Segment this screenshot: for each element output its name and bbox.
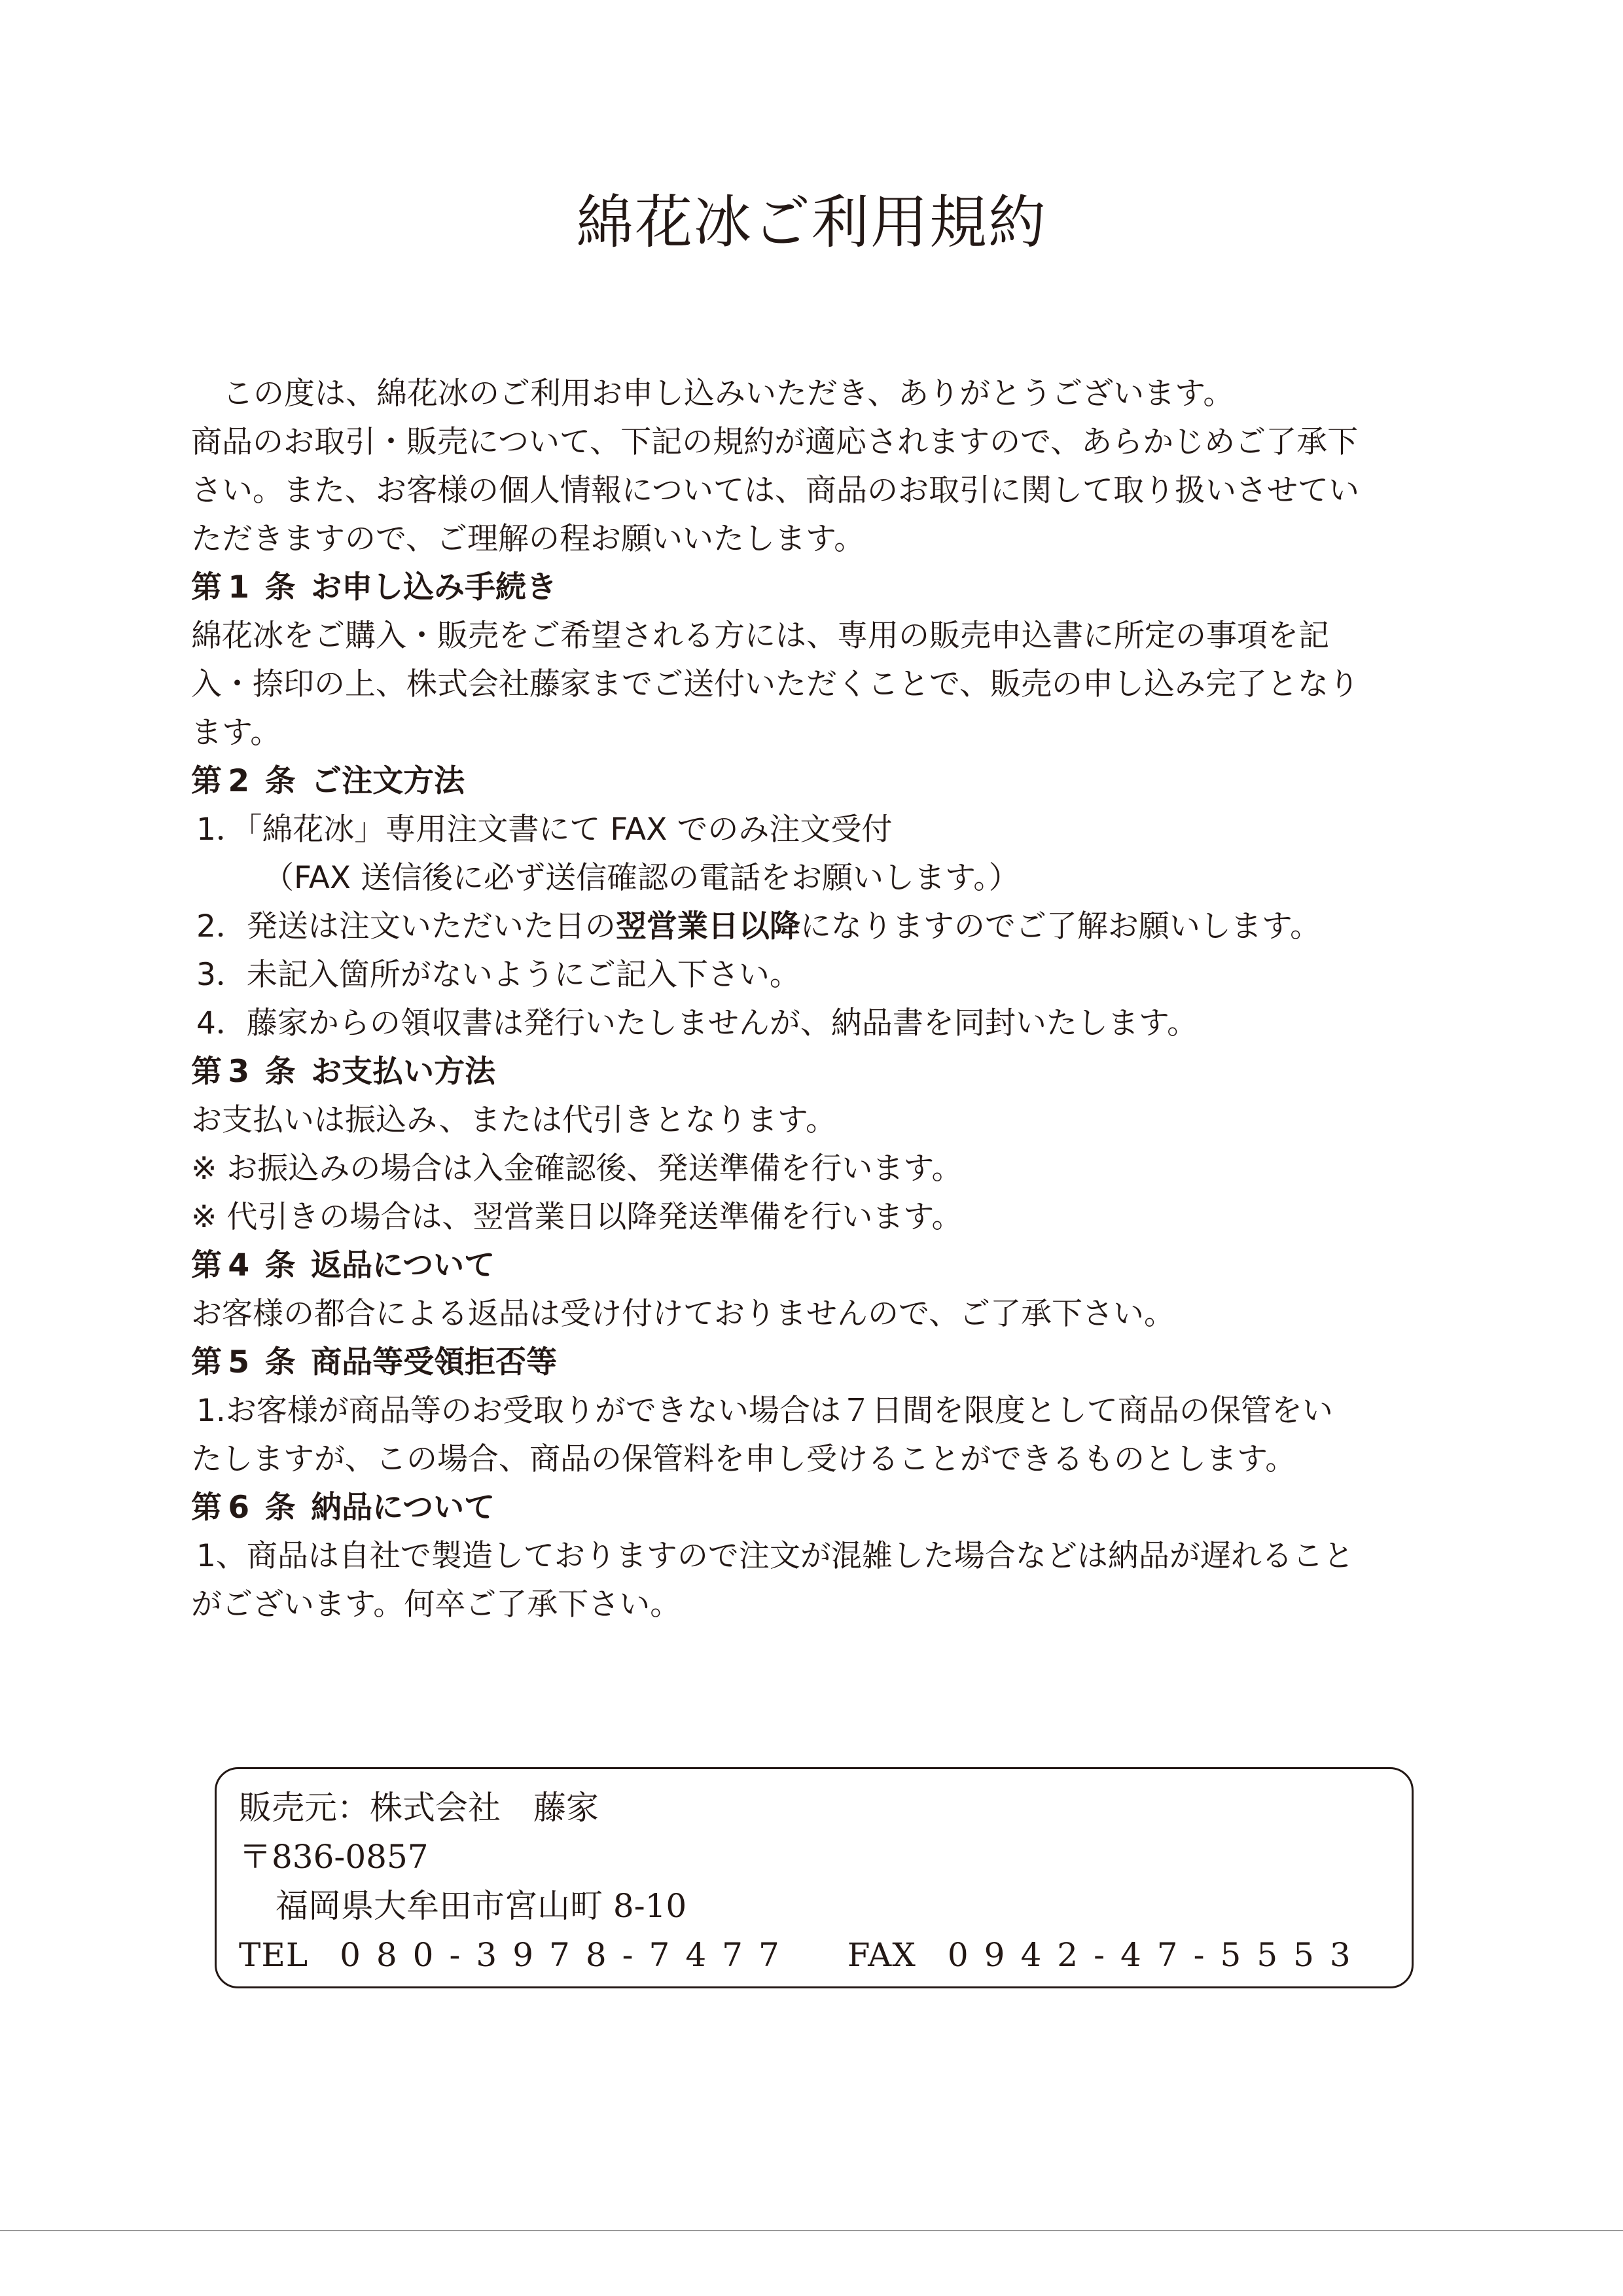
article-heading-3: 第 3 条 お支払い方法 (191, 1054, 496, 1090)
article-6-line: がございます。何卒ご了承下さい。 (191, 1587, 681, 1623)
article-heading-5: 第 5 条 商品等受領拒否等 (191, 1344, 558, 1380)
page-title: 綿花冰ご利用規約 (575, 188, 1047, 256)
terms-body (191, 370, 1421, 1629)
intro-line: 商品のお取引・販売について、下記の規約が適応されますので、あらかじめご了承下 (191, 424, 1359, 460)
article-1-line: 入・捺印の上、株式会社藤家までご送付いただくことで、販売の申し込み完了となり (191, 666, 1360, 702)
article-1-line: ます。 (191, 715, 281, 751)
footer-divider (0, 2230, 1623, 2231)
article-5-line: 1.お客様が商品等のお受取りができない場合は７日間を限度として商品の保管をい (196, 1393, 1333, 1429)
address-line: 福岡県大牟田市宮山町 8-10 (276, 1887, 687, 1925)
article-3-note: ※ お振込みの場合は入金確認後、発送準備を行います。 (191, 1151, 963, 1187)
article-5-line: たしますが、この場合、商品の保管料を申し受けることができるものとします。 (191, 1441, 1296, 1477)
intro-line: さい。また、お客様の個人情報については、商品のお取引に関して取り扱いさせてい (191, 473, 1360, 509)
intro-line: この度は、綿花冰のご利用お申し込みいただき、ありがとうございます。 (223, 376, 1234, 412)
seller-line: 販売元：株式会社 藤家 (239, 1789, 599, 1827)
article-2-item: 3．未記入箇所がないようにご記入下さい。 (196, 957, 800, 993)
article-heading-1: 第 1 条 お申し込み手続き (191, 569, 558, 605)
article-2-item: 4．藤家からの領収書は発行いたしませんが、納品書を同封いたします。 (196, 1005, 1198, 1041)
article-6-line: 1、商品は自社で製造しておりますので注文が混雑した場合などは納品が遅れること (196, 1538, 1354, 1574)
tel-number: 080-3978-7477 (340, 1936, 795, 1974)
article-2-item: 2．発送は注文いただいた日の翌営業日以降になりますのでご了解お願いします。 (196, 908, 1321, 944)
article-2-item: 1．「綿花冰」専用注文書にて FAX でのみ注文受付 (196, 812, 893, 848)
article-heading-6: 第 6 条 納品について (191, 1490, 495, 1526)
article-1-line: 綿花冰をご購入・販売をご希望される方には、専用の販売申込書に所定の事項を記 (191, 618, 1329, 654)
tel-label: TEL (239, 1936, 309, 1974)
fax-label: FAX (847, 1936, 916, 1974)
article-heading-4: 第 4 条 返品について (191, 1247, 495, 1283)
intro-line: ただきますので、ご理解の程お願いいたします。 (191, 521, 865, 557)
fax-number: 0942-47-5553 (947, 1936, 1366, 1974)
emphasis-next-business-day: 翌営業日以降 (615, 908, 800, 944)
article-heading-2: 第 2 条 ご注文方法 (191, 763, 465, 799)
postal-line: 〒836-0857 (239, 1838, 429, 1876)
article-2-note: （FAX 送信後に必ず送信確認の電話をお願いします。） (263, 860, 1020, 896)
article-3-note: ※ 代引きの場合は、翌営業日以降発送準備を行います。 (191, 1199, 963, 1235)
phone-fax-line (239, 1931, 1412, 1980)
article-3-line: お支払いは振込み、または代引きとなります。 (191, 1102, 837, 1138)
seller-contact-box (215, 1767, 1414, 1988)
article-4-line: お客様の都合による返品は受け付けておりませんので、ご了承下さい。 (191, 1296, 1175, 1332)
